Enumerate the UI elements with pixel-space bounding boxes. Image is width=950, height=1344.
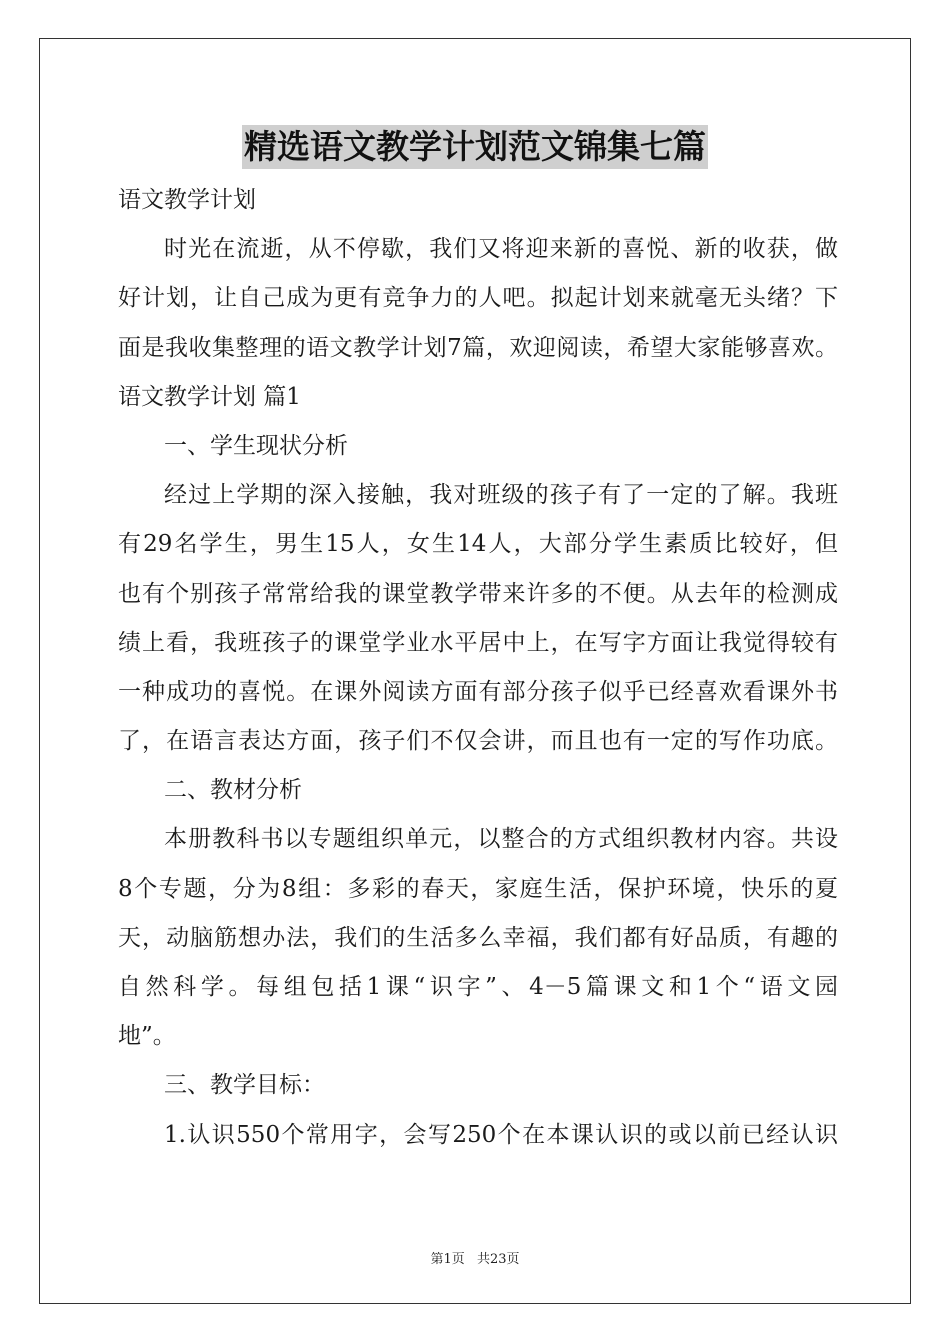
paragraph-line: 经过上学期的深入接触，我对班级的孩子有了一定的了解。我班 (164, 482, 838, 509)
paragraph-line: 一种成功的喜悦。在课外阅读方面有部分孩子似乎已经喜欢看课外书 (118, 678, 838, 705)
paragraph-line: 有29名学生，男生15人，女生14人，大部分学生素质比较好，但 (118, 531, 838, 558)
subsection-heading: 三、教学目标： (164, 1072, 325, 1099)
title-container (0, 125, 950, 169)
paragraph-line: 绩上看，我班孩子的课堂学业水平居中上，在写字方面让我觉得较有 (118, 629, 838, 656)
paragraph-line: 天，动脑筋想办法，我们的生活多么幸福，我们都有好品质，有趣的 (118, 924, 838, 951)
paragraph-line: 8个专题，分为8组：多彩的春天，家庭生活，保护环境，快乐的夏 (118, 875, 838, 902)
paragraph-line: 了，在语言表达方面，孩子们不仅会讲，而且也有一定的写作功底。 (118, 728, 838, 755)
paragraph-line: 面是我收集整理的语文教学计划7篇，欢迎阅读，希望大家能够喜欢。 (118, 334, 838, 361)
document-body (118, 176, 838, 1160)
page-footer (0, 1248, 950, 1267)
page-number: 第1页 (430, 1252, 465, 1267)
paragraph-line: 自然科学。每组包括1课“识字”、4－5篇课文和1个“语文园 (118, 974, 838, 1000)
subsection-heading: 二、教材分析 (164, 777, 302, 804)
paragraph-line: 时光在流逝，从不停歇，我们又将迎来新的喜悦、新的收获，做 (164, 236, 838, 263)
section-heading: 语文教学计划 (118, 187, 256, 213)
paragraph-line: 也有个别孩子常常给我的课堂教学带来许多的不便。从去年的检测成 (118, 580, 838, 607)
paragraph-line: 本册教科书以专题组织单元，以整合的方式组织教材内容。共设 (164, 826, 838, 853)
paragraph-line: 1.认识550个常用字，会写250个在本课认识的或以前已经认识 (164, 1121, 838, 1148)
paragraph-line: 好计划，让自己成为更有竞争力的人吧。拟起计划来就毫无头绪？下 (118, 285, 838, 312)
paragraph-line: 地”。 (118, 1023, 176, 1050)
document-title: 精选语文教学计划范文锦集七篇 (242, 125, 708, 169)
page-total: 共23页 (476, 1252, 520, 1267)
subsection-heading: 一、学生现状分析 (164, 432, 348, 459)
section-heading: 语文教学计划 篇1 (118, 383, 301, 410)
